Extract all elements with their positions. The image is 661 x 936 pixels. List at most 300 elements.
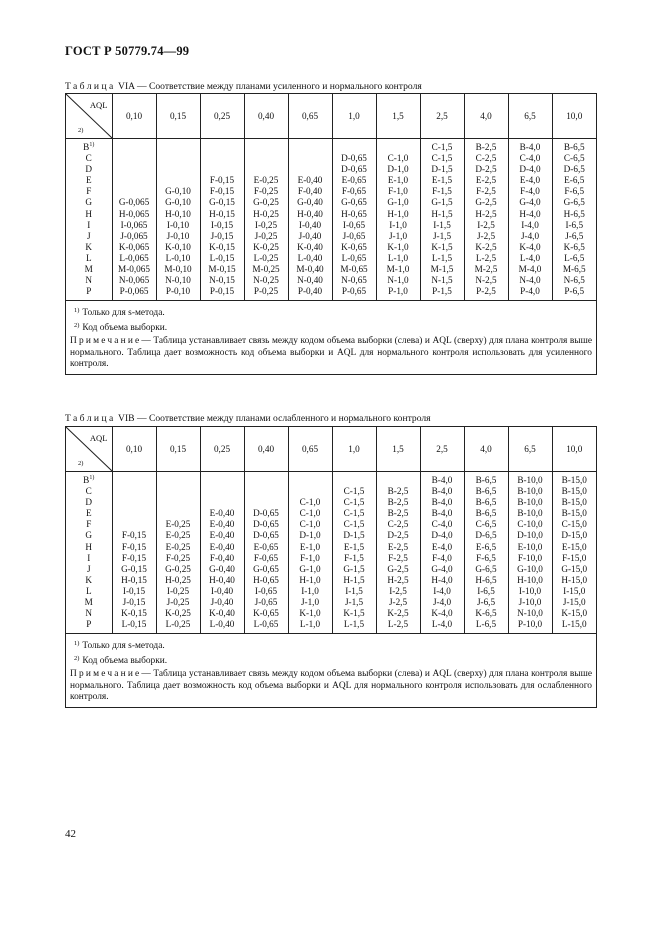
aql-column-header: 2,5 [420, 427, 464, 472]
plan-cell: E-15,0 [561, 541, 587, 552]
plan-cell: G-6,5 [464, 564, 508, 575]
plan-cell: J-1,5 [420, 231, 464, 242]
table-row [66, 508, 596, 519]
plan-cell: E-1,0 [376, 175, 420, 186]
table-a-footnote-2: $^{2)}$ Код объема выборки. [74, 321, 168, 333]
table-row [66, 619, 596, 633]
table-b-note [70, 669, 592, 703]
plan-cell: C-1,5 [332, 497, 376, 508]
plan-cell: L-1,0 [376, 253, 420, 264]
table-b-caption [65, 413, 431, 424]
sample-size-code-text: C [85, 153, 92, 164]
aql-column-header: 0,40 [244, 94, 288, 139]
plan-cell: N-0,65 [332, 275, 376, 286]
plan-cell: J-15,0 [562, 597, 586, 608]
plan-cell: K-0,25 [244, 242, 288, 253]
plan-cell: N-1,0 [376, 275, 420, 286]
plan-cell: P-2,5 [464, 286, 508, 300]
sample-size-code-text: D [85, 164, 93, 175]
plan-cell: K-0,15 [112, 608, 156, 619]
plan-cell: G-0,40 [288, 197, 332, 208]
plan-cell: E-6,5 [564, 175, 585, 186]
plan-cell: K-0,65 [244, 608, 288, 619]
plan-cell: F-1,0 [288, 553, 332, 564]
plan-cell: C-1,0 [288, 497, 332, 508]
table-row [66, 575, 596, 586]
plan-cell: K-1,0 [288, 608, 332, 619]
sample-size-code [66, 486, 112, 497]
plan-cell [288, 153, 332, 164]
table-b-grid [66, 427, 596, 633]
plan-cell: D-4,0 [508, 164, 552, 175]
sample-size-code-text: F [86, 186, 92, 197]
plan-cell: M-4,0 [508, 264, 552, 275]
plan-cell: C-1,0 [288, 508, 332, 519]
plan-cell: L-0,40 [288, 253, 332, 264]
sample-size-code-text: E [85, 175, 92, 186]
plan-cell [156, 175, 200, 186]
sample-size-code [66, 575, 112, 586]
plan-cell: E-0,25 [156, 519, 200, 530]
plan-cell: E-1,0 [288, 542, 332, 553]
corner-footnote-mark: 2) [78, 127, 84, 134]
plan-cell: H-2,5 [376, 575, 420, 586]
sample-size-code-text: M [84, 597, 93, 608]
plan-cell: K-6,5 [563, 241, 585, 252]
plan-cell: H-10,0 [508, 575, 552, 586]
plan-cell: M-0,25 [244, 264, 288, 275]
plan-cell: I-1,5 [332, 586, 376, 597]
plan-cell: H-4,0 [420, 575, 464, 586]
plan-cell: M-2,5 [464, 264, 508, 275]
plan-cell: J-2,5 [464, 231, 508, 242]
plan-cell: L-0,065 [112, 253, 156, 264]
table-b-notes [66, 633, 596, 707]
plan-cell: N-0,15 [200, 275, 244, 286]
plan-cell: P-6,5 [564, 286, 585, 297]
plan-cell: F-0,15 [112, 553, 156, 564]
plan-cell [112, 519, 156, 530]
plan-cell [332, 139, 376, 154]
sample-size-code [66, 508, 112, 519]
table-b-note-text: — Таблица устанавливает связь между кодом объема выборки (слева) и AQL (сверху) для плана контроля выше нормального. Таблица дает возможность код объема выборки и AQL для нормального контроля использовать для ослабленного контроля. [70, 669, 592, 702]
sample-size-code-text: H [85, 208, 93, 219]
plan-cell: N-0,25 [244, 275, 288, 286]
plan-cell: J-0,15 [200, 231, 244, 242]
plan-cell: P-0,10 [156, 286, 200, 300]
plan-cell: B-10,0 [508, 508, 552, 519]
plan-cell: C-1,5 [420, 139, 464, 154]
plan-cell [156, 508, 200, 519]
plan-cell: H-0,40 [288, 209, 332, 220]
aql-column-header: 0,25 [200, 427, 244, 472]
sample-size-code-text: D [85, 497, 93, 508]
plan-cell: K-1,5 [420, 242, 464, 253]
plan-cell: J-0,40 [288, 231, 332, 242]
plan-cell: D-0,65 [244, 519, 288, 530]
sample-size-code [66, 275, 112, 286]
plan-cell: K-6,5 [464, 608, 508, 619]
plan-cell: D-0,65 [244, 530, 288, 541]
plan-cell: F-10,0 [508, 553, 552, 564]
aql-corner-label: AQL [89, 433, 108, 443]
plan-cell: F-0,25 [156, 553, 200, 564]
sample-size-code [66, 472, 112, 487]
plan-cell [112, 497, 156, 508]
plan-cell: N-0,40 [288, 275, 332, 286]
aql-column-header: 6,5 [508, 94, 552, 139]
table-row [66, 139, 596, 154]
plan-cell: N-2,5 [464, 275, 508, 286]
plan-cell: B-4,0 [420, 497, 464, 508]
aql-corner-cell [66, 94, 112, 139]
sample-size-code-text: G [85, 530, 93, 541]
plan-cell: C-1,0 [288, 519, 332, 530]
table-b-caption-text: — Соответствие между планами ослабленного и нормального контроля [136, 413, 431, 424]
aql-column-header: 1,0 [332, 94, 376, 139]
plan-cell: E-4,0 [420, 542, 464, 553]
plan-cell: H-1,0 [376, 209, 420, 220]
aql-column-header: 4,0 [464, 427, 508, 472]
plan-cell: J-1,0 [288, 597, 332, 608]
plan-cell: G-4,0 [420, 564, 464, 575]
table-a-caption [65, 81, 422, 92]
plan-cell: G-0,25 [244, 197, 288, 208]
plan-cell: F-2,5 [464, 186, 508, 197]
plan-cell: D-0,65 [244, 508, 288, 519]
plan-cell: C-6,5 [563, 153, 585, 164]
plan-cell: D-1,5 [332, 530, 376, 541]
plan-cell: D-1,0 [376, 164, 420, 175]
plan-cell [376, 139, 420, 154]
table-row [66, 486, 596, 497]
sample-size-code-text: I [87, 219, 91, 230]
sample-size-code-text: J [86, 563, 91, 574]
sample-size-code-text: N [85, 275, 93, 286]
plan-cell: H-0,15 [112, 575, 156, 586]
table-row [66, 231, 596, 242]
plan-cell: C-4,0 [420, 519, 464, 530]
table-row [66, 519, 596, 530]
table-b-caption-prefix: Таблица [65, 413, 116, 424]
aql-column-header: 1,5 [376, 94, 420, 139]
plan-cell [156, 472, 200, 487]
plan-cell: B-6,5 [464, 486, 508, 497]
corner-footnote-mark: 2) [78, 460, 84, 467]
plan-cell [288, 486, 332, 497]
sample-size-code-text: M [84, 264, 93, 275]
plan-cell: L-6,5 [564, 252, 585, 263]
aql-column-header: 0,25 [200, 94, 244, 139]
table-row [66, 597, 596, 608]
sample-size-code [66, 175, 112, 186]
table-row [66, 608, 596, 619]
plan-cell: P-0,065 [112, 286, 156, 300]
plan-cell: F-6,5 [464, 553, 508, 564]
table-a [65, 93, 597, 375]
aql-column-header: 0,15 [156, 94, 200, 139]
plan-cell: K-2,5 [376, 608, 420, 619]
plan-cell: B-10,0 [508, 472, 552, 487]
plan-cell: E-1,5 [332, 542, 376, 553]
plan-cell: G-1,0 [376, 197, 420, 208]
plan-cell: G-0,10 [156, 197, 200, 208]
plan-cell: M-0,65 [332, 264, 376, 275]
sample-size-code-text: E [85, 508, 92, 519]
plan-cell: F-4,0 [420, 553, 464, 564]
plan-cell: G-0,65 [332, 197, 376, 208]
table-row [66, 564, 596, 575]
plan-cell: L-0,15 [200, 253, 244, 264]
plan-cell: D-1,0 [288, 530, 332, 541]
sample-size-code-text: K [85, 574, 93, 585]
plan-cell [200, 153, 244, 164]
table-row [66, 175, 596, 186]
sample-size-code [66, 242, 112, 253]
plan-cell: M-0,15 [200, 264, 244, 275]
plan-cell: C-10,0 [508, 519, 552, 530]
plan-cell: K-0,10 [156, 242, 200, 253]
plan-cell [200, 164, 244, 175]
plan-cell: N-1,5 [420, 275, 464, 286]
table-row [66, 242, 596, 253]
plan-cell: K-0,40 [288, 242, 332, 253]
table-row [66, 497, 596, 508]
plan-cell: K-1,5 [332, 608, 376, 619]
page-number: 42 [65, 828, 76, 840]
sample-size-code-text: N [85, 608, 93, 619]
plan-cell: I-0,25 [244, 220, 288, 231]
plan-cell: J-1,5 [332, 597, 376, 608]
plan-cell: J-6,5 [565, 230, 584, 241]
plan-cell: I-0,15 [200, 220, 244, 231]
sample-size-code [66, 231, 112, 242]
plan-cell: B-6,5 [563, 142, 585, 152]
plan-cell: B-2,5 [376, 497, 420, 508]
aql-column-header: 0,65 [288, 94, 332, 139]
plan-cell: K-15,0 [561, 608, 588, 619]
plan-cell: F-0,40 [288, 186, 332, 197]
aql-corner-label: AQL [89, 100, 108, 110]
plan-cell: C-1,5 [332, 519, 376, 530]
plan-cell: I-6,5 [464, 586, 508, 597]
plan-cell: E-0,65 [244, 542, 288, 553]
aql-column-header: 0,40 [244, 427, 288, 472]
aql-column-header: 2,5 [420, 94, 464, 139]
plan-cell [156, 164, 200, 175]
plan-cell: I-0,065 [112, 220, 156, 231]
sample-size-code [66, 286, 112, 300]
plan-cell: P-10,0 [508, 619, 552, 633]
sample-size-code-text: K [85, 241, 93, 252]
plan-cell [288, 472, 332, 487]
plan-cell: F-0,15 [200, 186, 244, 197]
plan-cell: L-4,0 [420, 619, 464, 633]
plan-cell: C-4,0 [508, 153, 552, 164]
plan-cell: E-1,5 [420, 175, 464, 186]
plan-cell: H-15,0 [561, 574, 588, 585]
plan-cell: I-0,15 [112, 586, 156, 597]
plan-cell: E-0,25 [156, 530, 200, 541]
plan-cell: F-1,5 [420, 186, 464, 197]
plan-cell: H-6,5 [464, 575, 508, 586]
sample-size-code-text: B [83, 475, 90, 485]
plan-cell: I-2,5 [464, 220, 508, 231]
table-row [66, 542, 596, 553]
plan-cell: D-10,0 [508, 530, 552, 541]
plan-cell: E-10,0 [508, 542, 552, 553]
plan-cell [244, 164, 288, 175]
table-a-caption-prefix: Таблица [65, 81, 116, 92]
plan-cell: L-1,0 [288, 619, 332, 633]
plan-cell: M-0,10 [156, 264, 200, 275]
table-b-footnote-2: $^{2)}$ Код объема выборки. [74, 654, 168, 666]
plan-cell [156, 486, 200, 497]
table-row [66, 220, 596, 231]
plan-cell: L-0,65 [244, 619, 288, 633]
sample-size-code [66, 220, 112, 231]
plan-cell: I-0,40 [288, 220, 332, 231]
plan-cell: B-6,5 [464, 497, 508, 508]
plan-cell: B-15,0 [561, 508, 587, 519]
sample-size-code [66, 530, 112, 541]
table-row [66, 264, 596, 275]
table-b-footnote-1: $^{1)}$ Только для s-метода. [74, 640, 165, 652]
plan-cell: P-1,5 [420, 286, 464, 300]
plan-cell: J-0,65 [332, 231, 376, 242]
plan-cell: C-1,5 [332, 486, 376, 497]
sample-size-code [66, 553, 112, 564]
aql-column-header: 1,5 [376, 427, 420, 472]
plan-cell [244, 497, 288, 508]
sample-size-code-text: I [87, 552, 91, 563]
plan-cell: E-6,5 [464, 542, 508, 553]
plan-cell: H-0,25 [156, 575, 200, 586]
plan-cell [112, 175, 156, 186]
plan-cell: G-2,5 [376, 564, 420, 575]
plan-cell: P-0,15 [200, 286, 244, 300]
table-row [66, 286, 596, 300]
plan-cell: K-0,065 [112, 242, 156, 253]
table-a-body [66, 139, 596, 301]
table-b-header-row [66, 427, 596, 472]
plan-cell: K-0,15 [200, 242, 244, 253]
plan-cell: H-0,25 [244, 209, 288, 220]
plan-cell: G-0,65 [244, 564, 288, 575]
plan-cell: F-2,5 [376, 553, 420, 564]
plan-cell: I-0,65 [332, 220, 376, 231]
plan-cell: P-0,40 [288, 286, 332, 300]
footnote-1-mark: 1) [89, 142, 95, 148]
plan-cell: I-4,0 [508, 220, 552, 231]
plan-cell [112, 508, 156, 519]
plan-cell: G-6,5 [563, 197, 585, 208]
plan-cell: G-0,40 [200, 564, 244, 575]
plan-cell: E-0,65 [332, 175, 376, 186]
plan-cell: G-1,0 [288, 564, 332, 575]
aql-column-header: 6,5 [508, 427, 552, 472]
plan-cell: C-1,5 [332, 508, 376, 519]
plan-cell: H-1,5 [420, 209, 464, 220]
plan-cell: L-0,40 [200, 619, 244, 633]
plan-cell: B-15,0 [561, 486, 587, 497]
plan-cell [200, 472, 244, 487]
plan-cell [200, 497, 244, 508]
plan-cell [200, 486, 244, 497]
plan-cell [288, 139, 332, 154]
plan-cell: K-4,0 [508, 242, 552, 253]
aql-column-header: 10,0 [552, 94, 596, 139]
sample-size-code-text: P [86, 286, 92, 297]
plan-cell: H-0,40 [200, 575, 244, 586]
table-row [66, 530, 596, 541]
table-row [66, 253, 596, 264]
plan-cell: D-0,65 [332, 164, 376, 175]
plan-cell: P-0,25 [244, 286, 288, 300]
plan-cell: I-1,0 [288, 586, 332, 597]
plan-cell [244, 472, 288, 487]
plan-cell: C-2,5 [464, 153, 508, 164]
plan-cell: P-0,65 [332, 286, 376, 300]
sample-size-code [66, 597, 112, 608]
table-row [66, 275, 596, 286]
plan-cell: M-0,40 [288, 264, 332, 275]
table-b-body [66, 472, 596, 634]
sample-size-code [66, 197, 112, 208]
plan-cell: L-0,10 [156, 253, 200, 264]
plan-cell: N-6,5 [563, 275, 585, 286]
table-a-footnote-1-text: Только для s-метода. [82, 308, 165, 319]
plan-cell: P-4,0 [508, 286, 552, 300]
aql-corner-cell [66, 427, 112, 472]
plan-cell: I-0,65 [244, 586, 288, 597]
plan-cell: J-4,0 [508, 231, 552, 242]
plan-cell: L-1,5 [332, 619, 376, 633]
sample-size-code [66, 164, 112, 175]
plan-cell: L-2,5 [376, 619, 420, 633]
table-b [65, 426, 597, 708]
sample-size-code [66, 497, 112, 508]
plan-cell: B-10,0 [508, 486, 552, 497]
plan-cell: I-0,25 [156, 586, 200, 597]
plan-cell: I-4,0 [420, 586, 464, 597]
plan-cell: H-0,10 [156, 209, 200, 220]
plan-cell: C-6,5 [464, 519, 508, 530]
plan-cell: D-1,5 [420, 164, 464, 175]
plan-cell: E-0,40 [200, 519, 244, 530]
plan-cell: L-15,0 [561, 619, 587, 630]
plan-cell: I-6,5 [565, 219, 584, 230]
plan-cell: H-4,0 [508, 209, 552, 220]
aql-column-header: 0,65 [288, 427, 332, 472]
plan-cell: K-0,25 [156, 608, 200, 619]
plan-cell: N-10,0 [508, 608, 552, 619]
footnote-1-mark: 1) [89, 475, 95, 481]
plan-cell: L-6,5 [464, 619, 508, 633]
plan-cell: G-0,15 [200, 197, 244, 208]
plan-cell: J-0,10 [156, 231, 200, 242]
sample-size-code-text: G [85, 197, 93, 208]
plan-cell: B-2,5 [376, 486, 420, 497]
plan-cell: D-15,0 [561, 530, 588, 541]
plan-cell [112, 139, 156, 154]
plan-cell: H-0,15 [200, 209, 244, 220]
plan-cell: K-4,0 [420, 608, 464, 619]
table-b-caption-id: VIB [118, 413, 135, 424]
plan-cell [156, 153, 200, 164]
plan-cell: I-1,5 [420, 220, 464, 231]
plan-cell [376, 472, 420, 487]
